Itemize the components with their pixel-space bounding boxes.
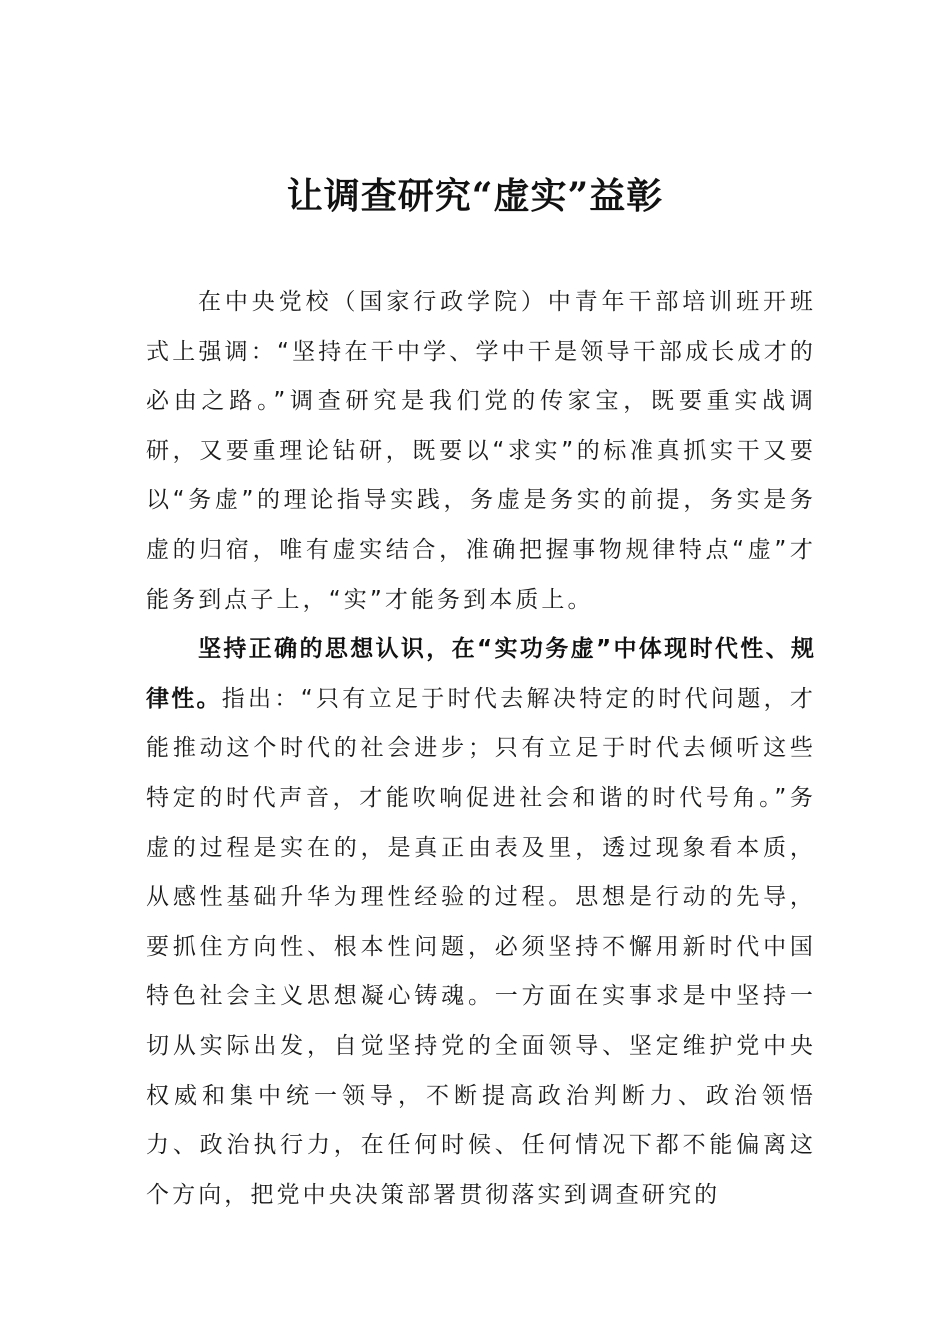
paragraph-2-text: 指出：“只有立足于时代去解决特定的时代问题，才能推动这个时代的社会进步；只有立足于时代去倾听这些特定的时代声音，才能吹响促进社会和谐的时代号角。”务虚的过程是实在的，是真正由表及里，透过现象看本质，从感性基础升华为理性经验的过程。思想是行动的先导，要抓住方向性、根本性问题，必须坚持不懈用新时代中国特色社会主义思想凝心铸魂。一方面在实事求是中坚持一切从实际出发，自觉坚持党的全面领导、坚定维护党中央权威和集中统一领导，不断提高政治判断力、政治领悟力、政治执行力，在任何时候、任何情况下都不能偏离这个方向，把党中央决策部署贯彻落实到调查研究的 bbox=[146, 685, 817, 1208]
document-body bbox=[146, 278, 816, 1220]
paragraph-1-text: 在中央党校（国家行政学院）中青年干部培训班开班式上强调：“坚持在干中学、学中干是领导干部成长成才的必由之路。”调查研究是我们党的传家宝，既要重实战调研，又要重理论钻研，既要以“求实”的标准真抓实干又要以“务虚”的理论指导实践，务虚是务实的前提，务实是务虚的归宿，唯有虚实结合，准确把握事物规律特点“虚”才能务到点子上，“实”才能务到本质上。 bbox=[146, 289, 816, 613]
paragraph-1 bbox=[146, 278, 816, 625]
paragraph-2-lead: 坚持正确的思想认识，在“实功务虚”中体现时代性、规律性。 bbox=[146, 636, 816, 712]
paragraph-2 bbox=[146, 625, 816, 1220]
document-title: 让调查研究“虚实”益彰 bbox=[286, 175, 664, 217]
